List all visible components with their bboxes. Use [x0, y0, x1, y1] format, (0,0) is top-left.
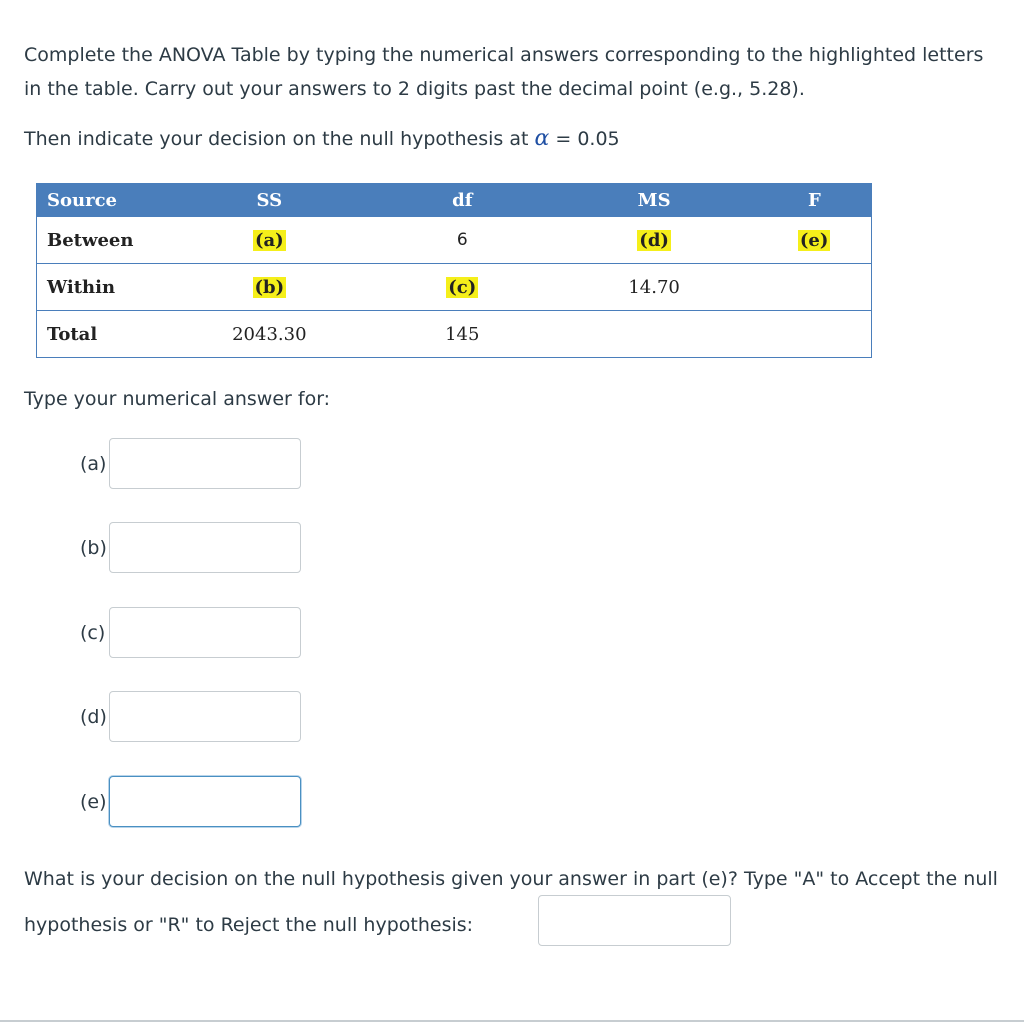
anova-header-row [37, 184, 872, 217]
answer-row-d [60, 691, 320, 745]
decision-input[interactable] [538, 895, 731, 946]
answer-row-e [60, 776, 320, 830]
alpha-instruction [24, 122, 984, 156]
cell-df: 145 [374, 311, 551, 358]
cell-ms [551, 311, 757, 358]
answer-input-c[interactable] [109, 607, 301, 658]
header-ms: MS [551, 184, 757, 217]
cell-ms: 14.70 [551, 264, 757, 311]
answer-label-b: (b) [80, 537, 107, 559]
cell-f [757, 264, 871, 311]
cell-ss-highlight: (a) [254, 229, 284, 251]
alpha-instruction-prefix: Then indicate your decision on the null hypothesis at [24, 128, 535, 150]
anova-table [36, 183, 872, 358]
answer-label-d: (d) [80, 706, 107, 728]
cell-f [757, 311, 871, 358]
instructions-text: Complete the ANOVA Table by typing the numerical answers corresponding to the highlighted letters in the table. Carry out your answers to 2 digits past the decimal point (e.g., 5.28). [24, 44, 984, 100]
answer-input-b[interactable] [109, 522, 301, 573]
header-source: Source [37, 184, 166, 217]
header-ss: SS [165, 184, 373, 217]
header-df: df [374, 184, 551, 217]
bottom-divider [0, 1020, 1024, 1022]
cell-df: 6 [374, 217, 551, 264]
answer-row-a [60, 438, 320, 492]
answer-label-c: (c) [80, 622, 106, 644]
answer-input-a[interactable] [109, 438, 301, 489]
cell-f-highlight: (e) [799, 229, 829, 251]
answer-input-e[interactable] [109, 776, 301, 827]
header-f: F [757, 184, 871, 217]
answer-label-e: (e) [80, 791, 107, 813]
answer-input-d[interactable] [109, 691, 301, 742]
cell-ms-highlight: (d) [639, 229, 669, 251]
cell-ss-highlight: (b) [254, 276, 285, 298]
answer-row-c [60, 607, 320, 661]
answer-prompt: Type your numerical answer for: [24, 388, 331, 410]
cell-df-highlight: (c) [448, 276, 477, 298]
table-row-within [37, 264, 872, 311]
table-row-total [37, 311, 872, 358]
cell-source: Between [37, 217, 166, 264]
decision-question: What is your decision on the null hypothesis given your answer in part (e)? Type "A" to Accept the null hypothesis or "R" to Reject the null hypothesis: [24, 868, 998, 936]
answer-label-a: (a) [80, 453, 107, 475]
cell-source: Total [37, 311, 166, 358]
cell-source: Within [37, 264, 166, 311]
alpha-symbol: α [534, 126, 550, 151]
cell-ss: 2043.30 [165, 311, 373, 358]
answer-row-b [60, 522, 320, 576]
table-row-between [37, 217, 872, 264]
alpha-value: = 0.05 [549, 128, 620, 150]
